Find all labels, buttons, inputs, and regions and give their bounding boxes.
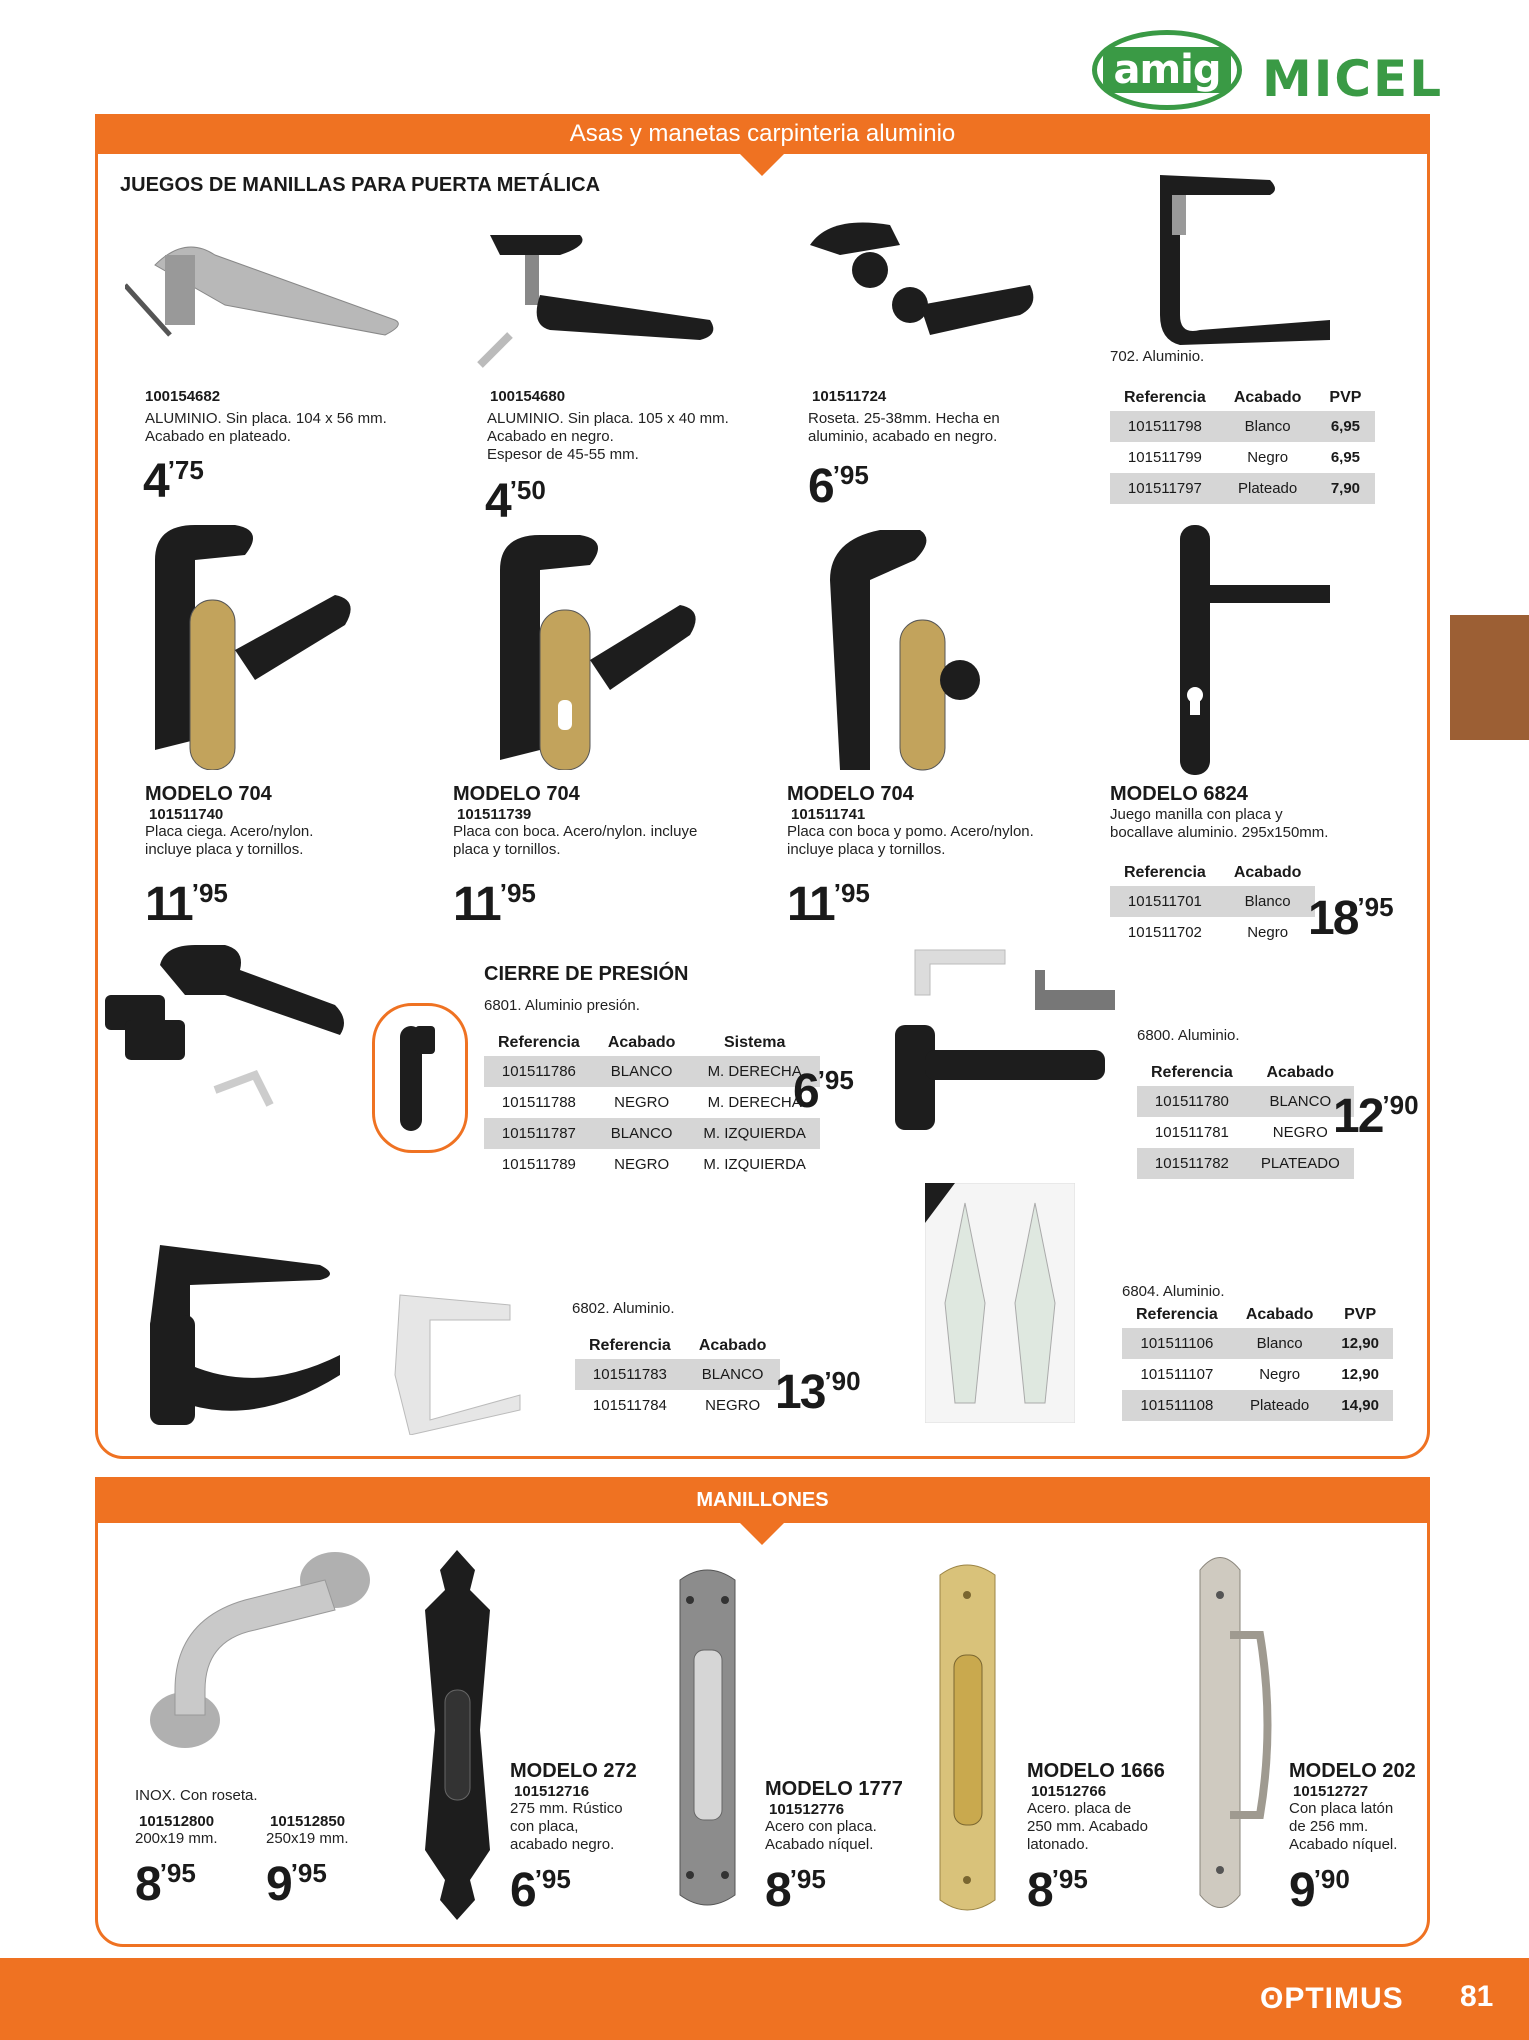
desc-line: Acero con placa. [765,1818,877,1835]
handle-image-702 [1150,165,1350,350]
inox-caption: INOX. Con roseta. [135,1787,258,1804]
desc-line: ALUMINIO. Sin placa. 104 x 56 mm. [145,410,387,427]
desc-line: Acabado en negro. [487,428,614,445]
handle-image-1666 [930,1555,1005,1920]
table-row: 101511781 NEGRO [1154,1124,1328,1141]
cierre-caption: 6801. Aluminio presión. [484,997,640,1014]
cierre-title: CIERRE DE PRESIÓN [484,963,689,985]
section-header-2 [95,1477,1430,1523]
price: $6^{’95}$ [510,1864,571,1917]
model-title: MODELO 1666 [1027,1760,1165,1782]
price: $9^{’90}$ [1289,1864,1350,1917]
model-title: MODELO 704 [787,783,914,805]
pressure-handle-part [415,1026,435,1054]
model-title: MODELO 272 [510,1760,637,1782]
model-title: MODELO 1777 [765,1778,903,1800]
col-header: Acabado [1233,389,1302,406]
desc-line: bocallave aluminio. 295x150mm. [1110,824,1329,841]
desc-line: Placa con boca. Acero/nylon. incluye [453,823,698,840]
product-ref: 101512766 [1031,1783,1107,1800]
product-ref: 101512800 [139,1813,215,1830]
col-header: Referencia [1124,389,1206,406]
price: $6^{’95}$ [808,460,869,513]
col-header: PVP [1329,389,1362,406]
price: $9^{’95}$ [266,1858,327,1911]
price: $6^{’95}$ [793,1065,854,1118]
handle-image-rosette [800,195,1050,365]
table-row: 101511787 BLANCO M. IZQUIERDA [484,1118,820,1149]
header-notch [740,1523,784,1545]
model-title: MODELO 704 [453,783,580,805]
product-ref: 101512850 [270,1813,346,1830]
table-row: 101511701 Blanco [1110,886,1315,917]
caption-702: 702. Aluminio. [1110,348,1205,365]
handle-image-272 [420,1550,495,1920]
handle-image-704-blind [135,520,365,770]
section-title: Asas y manetas carpinteria aluminio [569,120,956,147]
table-row: 101511108 Plateado 14,90 [1122,1390,1393,1421]
handle-image-6800 [895,940,1115,1135]
col-header: Referencia [1151,1064,1233,1081]
model-title: MODELO 704 [145,783,272,805]
desc-line: incluye placa y tornillos. [145,841,304,858]
desc-line: aluminio, acabado en negro. [808,428,998,445]
table-row: 101511702 Negro [1127,924,1289,941]
price: $8^{’95}$ [135,1858,196,1911]
desc-line: de 256 mm. [1289,1818,1369,1835]
model-272 [510,1760,637,1916]
col-header: Acabado [1233,864,1302,881]
inox-b [266,1813,349,1910]
price: $12^{’90}$ [1333,1090,1419,1143]
table-row: 101511780 BLANCO [1137,1086,1354,1117]
desc-line: 250 mm. Acabado [1027,1818,1148,1835]
section-header [95,114,1430,154]
table-row: 101511798 Blanco 6,95 [1110,411,1375,442]
desc-line: Roseta. 25-38mm. Hecha en [808,410,1000,427]
desc-line: acabado negro. [510,1836,615,1853]
desc-line: 200x19 mm. [135,1830,218,1847]
product-ref: 101511739 [457,806,532,823]
price: $8^{’95}$ [765,1864,826,1917]
desc-line: Con placa latón [1289,1800,1394,1817]
page-number: 81 [1460,1980,1494,2013]
highlight-circle [372,1003,468,1153]
col-header: Sistema [723,1034,786,1051]
model-704-c [787,783,1034,859]
product-3-desc [808,410,1000,446]
micel-logo: MICEL [1262,50,1444,108]
desc-line: Acero. placa de [1027,1800,1132,1817]
model-704-a [145,783,313,859]
product-ref: 101512716 [514,1783,590,1800]
desc-line: latonado. [1027,1836,1089,1853]
desc-line: 250x19 mm. [266,1830,349,1847]
price: $8^{’95}$ [1027,1864,1088,1917]
handle-image-silver [125,225,410,385]
table-row: 101511782 PLATEADO [1137,1148,1354,1179]
amig-logo: amig [1092,30,1242,110]
caption-6802: 6802. Aluminio. [572,1300,675,1317]
table-702 [1110,385,1375,504]
table-6824 [1110,860,1315,948]
table-row: 101511107 Negro 12,90 [1140,1366,1379,1383]
col-header: Referencia [498,1034,580,1051]
chapter-tab [1450,615,1529,740]
price: $18^{’95}$ [1308,892,1394,945]
table-row: 101511789 NEGRO M. IZQUIERDA [501,1156,806,1173]
product-1 [145,388,220,405]
desc-line: Placa ciega. Acero/nylon. [145,823,314,840]
caption-6804: 6804. Aluminio. [1122,1283,1225,1300]
desc-line: Placa con boca y pomo. Acero/nylon. [787,823,1034,840]
table-row: 101511797 Plateado 7,90 [1110,473,1375,504]
desc-line: placa y tornillos. [453,841,561,858]
section-title: MANILLONES [696,1489,829,1511]
price: $13^{’90}$ [775,1366,861,1419]
table-row: 101511786 BLANCO M. DERECHA [484,1056,820,1087]
table-row: 101511799 Negro 6,95 [1127,449,1361,466]
product-ref: 101512727 [1293,1783,1369,1800]
table-6802 [575,1333,780,1421]
handle-image-6802 [140,1245,560,1435]
model-1777 [765,1778,903,1916]
col-header: Referencia [589,1337,671,1354]
desc-line: ALUMINIO. Sin placa. 105 x 40 mm. [487,410,729,427]
table-row: 101511788 NEGRO M. DERECHA [501,1094,802,1111]
handle-image-704-knob [820,520,990,780]
table-row: 101511783 BLANCO [575,1359,780,1390]
desc-line: con placa, [510,1818,579,1835]
model-title: MODELO 6824 [1110,783,1248,805]
inox-handle-image [135,1540,375,1760]
price: $11^{’95}$ [787,878,870,931]
col-header: Referencia [1136,1306,1218,1323]
desc-line: 275 mm. Rústico [510,1800,623,1817]
handle-image-1777 [670,1560,745,1915]
pressure-lock-image [105,945,355,1130]
desc-line: Acabado en plateado. [145,428,291,445]
product-ref: 101511724 [812,388,887,405]
col-header: Referencia [1124,864,1206,881]
col-header: PVP [1344,1306,1377,1323]
model-202 [1289,1760,1416,1916]
col-header: Acabado [607,1034,676,1051]
handle-image-202 [1190,1545,1280,1920]
table-6801 [484,1030,820,1180]
model-title: MODELO 202 [1289,1760,1416,1782]
desc-line: Acabado níquel. [765,1836,874,1853]
product-ref: 101511741 [791,806,866,823]
subsection-title: JUEGOS DE MANILLAS PARA PUERTA METÁLICA [120,174,601,196]
price: $11^{’95}$ [453,878,536,931]
handle-image-704-key [480,530,710,770]
handle-image-6804 [925,1183,1075,1423]
col-header: Acabado [1266,1064,1335,1081]
col-header: Acabado [1245,1306,1314,1323]
handle-image-6824 [1160,525,1350,775]
header-notch [740,154,784,176]
table-row: 101511784 NEGRO [592,1397,761,1414]
desc-line: incluye placa y tornillos. [787,841,946,858]
price: $4^{’75}$ [143,455,204,508]
optimus-logo: ʘPTIMUS [1260,1982,1404,2015]
price: $11^{’95}$ [145,878,228,931]
product-2-desc [487,410,729,464]
product-ref: 101511740 [149,806,224,823]
col-header: Acabado [698,1337,767,1354]
model-704-b [453,783,697,859]
product-ref: 100154680 [490,388,566,405]
desc-line: Acabado níquel. [1289,1836,1398,1853]
product-ref: 101512776 [769,1801,845,1818]
table-6800 [1137,1060,1354,1179]
table-row: 101511106 Blanco 12,90 [1122,1328,1393,1359]
table-6804 [1122,1302,1393,1421]
desc-line: Espesor de 45-55 mm. [487,446,639,463]
caption-6800: 6800. Aluminio. [1137,1027,1240,1044]
price: $4^{’50}$ [485,475,546,528]
model-6824 [1110,783,1328,842]
model-1666 [1027,1760,1165,1916]
product-1-desc [145,410,387,446]
inox-a [135,1813,218,1910]
handle-image-black [470,215,730,375]
desc-line: Juego manilla con placa y [1110,806,1283,823]
product-ref: 100154682 [145,388,221,405]
